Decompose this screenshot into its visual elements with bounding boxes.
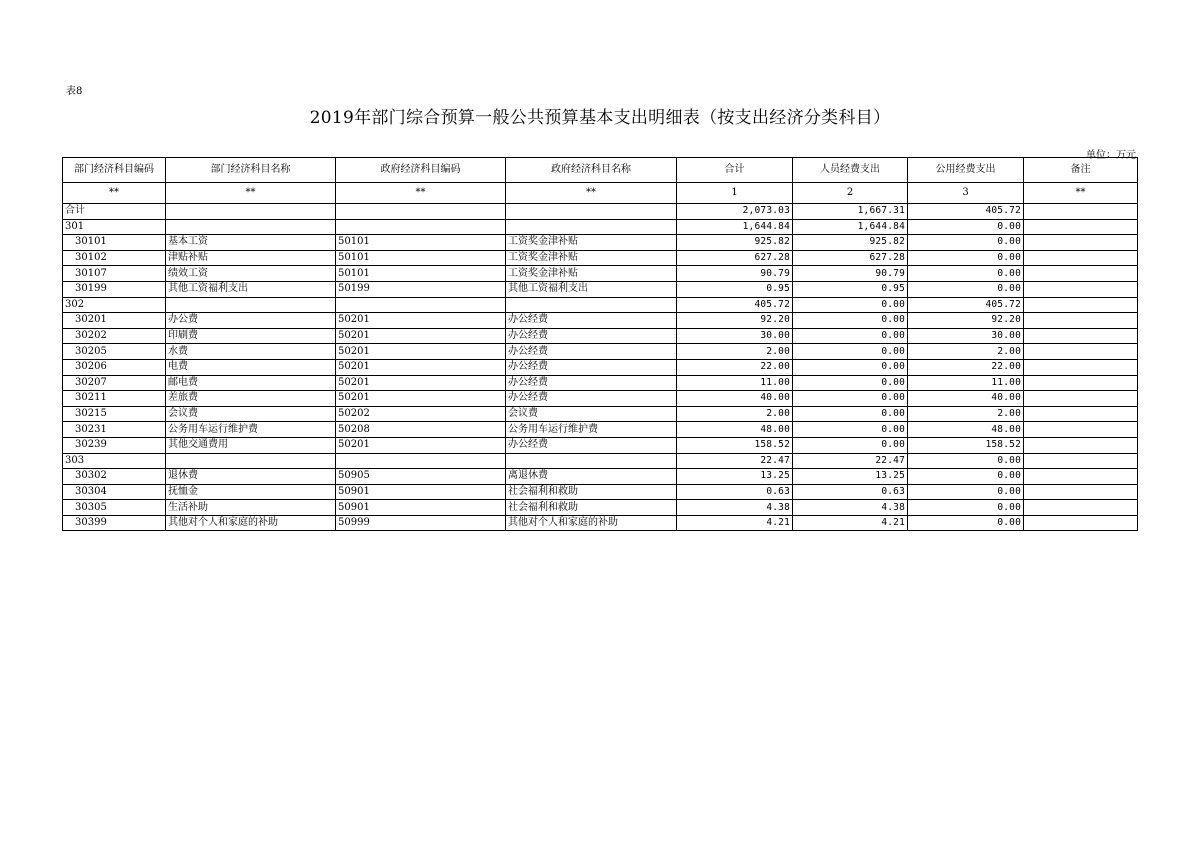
note-cell bbox=[1024, 235, 1138, 251]
gov-name-cell: 办公经费 bbox=[506, 375, 677, 391]
personnel-cell: 0.00 bbox=[793, 422, 908, 438]
note-cell bbox=[1024, 469, 1138, 485]
total-cell: 925.82 bbox=[677, 235, 793, 251]
dept-name-cell bbox=[166, 453, 336, 469]
marker-cell: ** bbox=[63, 183, 166, 204]
header-public: 公用经费支出 bbox=[908, 158, 1024, 183]
public-cell: 405.72 bbox=[908, 204, 1024, 220]
total-cell: 627.28 bbox=[677, 250, 793, 266]
note-cell bbox=[1024, 250, 1138, 266]
dept-name-cell: 生活补助 bbox=[166, 500, 336, 516]
personnel-cell: 0.95 bbox=[793, 281, 908, 297]
personnel-cell: 4.38 bbox=[793, 500, 908, 516]
dept-code-cell: 30207 bbox=[63, 375, 166, 391]
dept-code-cell: 30302 bbox=[63, 469, 166, 485]
table-row bbox=[63, 515, 1138, 531]
marker-row bbox=[63, 183, 1138, 204]
total-cell: 4.21 bbox=[677, 515, 793, 531]
total-cell: 90.79 bbox=[677, 266, 793, 282]
gov-code-cell bbox=[336, 204, 506, 220]
table-row bbox=[63, 235, 1138, 251]
gov-code-cell: 50999 bbox=[336, 515, 506, 531]
dept-name-cell: 差旅费 bbox=[166, 391, 336, 407]
personnel-cell: 22.47 bbox=[793, 453, 908, 469]
header-gov-name: 政府经济科目名称 bbox=[506, 158, 677, 183]
public-cell: 2.00 bbox=[908, 406, 1024, 422]
gov-name-cell: 社会福利和救助 bbox=[506, 484, 677, 500]
table-row bbox=[63, 281, 1138, 297]
total-cell: 13.25 bbox=[677, 469, 793, 485]
gov-name-cell: 工资奖金津补贴 bbox=[506, 266, 677, 282]
gov-code-cell: 50101 bbox=[336, 250, 506, 266]
note-cell bbox=[1024, 437, 1138, 453]
note-cell bbox=[1024, 219, 1138, 235]
personnel-cell: 627.28 bbox=[793, 250, 908, 266]
gov-code-cell: 50201 bbox=[336, 359, 506, 375]
public-cell: 0.00 bbox=[908, 500, 1024, 516]
page-title: 2019年部门综合预算一般公共预算基本支出明细表（按支出经济分类科目） bbox=[309, 108, 891, 128]
total-cell: 40.00 bbox=[677, 391, 793, 407]
gov-code-cell: 50901 bbox=[336, 484, 506, 500]
gov-name-cell: 办公经费 bbox=[506, 313, 677, 329]
dept-name-cell: 其他工资福利支出 bbox=[166, 281, 336, 297]
header-note: 备注 bbox=[1024, 158, 1138, 183]
table-row bbox=[63, 484, 1138, 500]
dept-name-cell: 基本工资 bbox=[166, 235, 336, 251]
total-cell: 2.00 bbox=[677, 344, 793, 360]
gov-name-cell: 办公经费 bbox=[506, 344, 677, 360]
table-row bbox=[63, 391, 1138, 407]
marker-cell: ** bbox=[506, 183, 677, 204]
public-cell: 2.00 bbox=[908, 344, 1024, 360]
gov-code-cell: 50101 bbox=[336, 266, 506, 282]
personnel-cell: 4.21 bbox=[793, 515, 908, 531]
note-cell bbox=[1024, 328, 1138, 344]
personnel-cell: 0.00 bbox=[793, 375, 908, 391]
personnel-cell: 0.00 bbox=[793, 437, 908, 453]
table-row bbox=[63, 437, 1138, 453]
note-cell bbox=[1024, 391, 1138, 407]
table-row bbox=[63, 266, 1138, 282]
public-cell: 0.00 bbox=[908, 235, 1024, 251]
gov-code-cell: 50199 bbox=[336, 281, 506, 297]
dept-code-cell: 30102 bbox=[63, 250, 166, 266]
marker-cell: 2 bbox=[793, 183, 908, 204]
gov-name-cell: 办公经费 bbox=[506, 437, 677, 453]
total-cell: 92.20 bbox=[677, 313, 793, 329]
personnel-cell: 13.25 bbox=[793, 469, 908, 485]
personnel-cell: 1,644.84 bbox=[793, 219, 908, 235]
personnel-cell: 0.63 bbox=[793, 484, 908, 500]
gov-code-cell: 50202 bbox=[336, 406, 506, 422]
gov-code-cell: 50201 bbox=[336, 328, 506, 344]
total-cell: 0.95 bbox=[677, 281, 793, 297]
header-gov-code: 政府经济科目编码 bbox=[336, 158, 506, 183]
gov-name-cell: 公务用车运行维护费 bbox=[506, 422, 677, 438]
public-cell: 40.00 bbox=[908, 391, 1024, 407]
personnel-cell: 925.82 bbox=[793, 235, 908, 251]
marker-cell: ** bbox=[336, 183, 506, 204]
personnel-cell: 90.79 bbox=[793, 266, 908, 282]
total-cell: 11.00 bbox=[677, 375, 793, 391]
dept-name-cell bbox=[166, 219, 336, 235]
public-cell: 22.00 bbox=[908, 359, 1024, 375]
dept-code-cell: 30305 bbox=[63, 500, 166, 516]
dept-name-cell bbox=[166, 204, 336, 220]
gov-name-cell: 办公经费 bbox=[506, 391, 677, 407]
marker-cell: ** bbox=[1024, 183, 1138, 204]
dept-name-cell: 水费 bbox=[166, 344, 336, 360]
table-row bbox=[63, 500, 1138, 516]
dept-name-cell: 津贴补贴 bbox=[166, 250, 336, 266]
marker-cell: 3 bbox=[908, 183, 1024, 204]
note-cell bbox=[1024, 359, 1138, 375]
dept-code-cell: 30211 bbox=[63, 391, 166, 407]
total-cell: 1,644.84 bbox=[677, 219, 793, 235]
table-row bbox=[63, 422, 1138, 438]
dept-code-cell: 30201 bbox=[63, 313, 166, 329]
total-cell: 405.72 bbox=[677, 297, 793, 313]
total-cell: 48.00 bbox=[677, 422, 793, 438]
dept-code-cell: 301 bbox=[63, 219, 166, 235]
table-row bbox=[63, 375, 1138, 391]
gov-code-cell: 50201 bbox=[336, 437, 506, 453]
table-row bbox=[63, 219, 1138, 235]
dept-code-cell: 30202 bbox=[63, 328, 166, 344]
note-cell bbox=[1024, 406, 1138, 422]
dept-name-cell: 办公费 bbox=[166, 313, 336, 329]
table-row bbox=[63, 453, 1138, 469]
dept-code-cell: 30215 bbox=[63, 406, 166, 422]
header-row bbox=[63, 158, 1138, 183]
gov-name-cell: 其他对个人和家庭的补助 bbox=[506, 515, 677, 531]
gov-name-cell: 会议费 bbox=[506, 406, 677, 422]
total-cell: 4.38 bbox=[677, 500, 793, 516]
dept-code-cell: 30199 bbox=[63, 281, 166, 297]
personnel-cell: 0.00 bbox=[793, 328, 908, 344]
dept-name-cell: 公务用车运行维护费 bbox=[166, 422, 336, 438]
header-total: 合计 bbox=[677, 158, 793, 183]
gov-code-cell: 50201 bbox=[336, 391, 506, 407]
gov-name-cell bbox=[506, 204, 677, 220]
public-cell: 48.00 bbox=[908, 422, 1024, 438]
dept-name-cell: 印刷费 bbox=[166, 328, 336, 344]
table-row bbox=[63, 328, 1138, 344]
note-cell bbox=[1024, 281, 1138, 297]
total-cell: 2,073.03 bbox=[677, 204, 793, 220]
public-cell: 11.00 bbox=[908, 375, 1024, 391]
note-cell bbox=[1024, 515, 1138, 531]
dept-code-cell: 30206 bbox=[63, 359, 166, 375]
gov-code-cell: 50101 bbox=[336, 235, 506, 251]
public-cell: 0.00 bbox=[908, 250, 1024, 266]
dept-name-cell: 退休费 bbox=[166, 469, 336, 485]
total-cell: 158.52 bbox=[677, 437, 793, 453]
dept-code-cell: 302 bbox=[63, 297, 166, 313]
gov-code-cell: 50208 bbox=[336, 422, 506, 438]
gov-code-cell: 50905 bbox=[336, 469, 506, 485]
gov-name-cell: 工资奖金津补贴 bbox=[506, 250, 677, 266]
note-cell bbox=[1024, 313, 1138, 329]
table-row bbox=[63, 250, 1138, 266]
note-cell bbox=[1024, 453, 1138, 469]
note-cell bbox=[1024, 344, 1138, 360]
gov-code-cell: 50201 bbox=[336, 313, 506, 329]
note-cell bbox=[1024, 297, 1138, 313]
personnel-cell: 0.00 bbox=[793, 297, 908, 313]
dept-code-cell: 30239 bbox=[63, 437, 166, 453]
gov-name-cell: 工资奖金津补贴 bbox=[506, 235, 677, 251]
note-cell bbox=[1024, 375, 1138, 391]
gov-name-cell: 办公经费 bbox=[506, 328, 677, 344]
gov-code-cell bbox=[336, 297, 506, 313]
total-cell: 2.00 bbox=[677, 406, 793, 422]
personnel-cell: 0.00 bbox=[793, 313, 908, 329]
marker-cell: ** bbox=[166, 183, 336, 204]
unit-label: 单位：万元 bbox=[1086, 150, 1136, 161]
table-row bbox=[63, 359, 1138, 375]
total-cell: 22.00 bbox=[677, 359, 793, 375]
gov-code-cell: 50201 bbox=[336, 375, 506, 391]
dept-code-cell: 30101 bbox=[63, 235, 166, 251]
dept-code-cell: 30304 bbox=[63, 484, 166, 500]
total-cell: 0.63 bbox=[677, 484, 793, 500]
table-row bbox=[63, 204, 1138, 220]
dept-code-cell: 30107 bbox=[63, 266, 166, 282]
dept-name-cell: 其他对个人和家庭的补助 bbox=[166, 515, 336, 531]
public-cell: 405.72 bbox=[908, 297, 1024, 313]
public-cell: 0.00 bbox=[908, 281, 1024, 297]
gov-code-cell bbox=[336, 453, 506, 469]
gov-name-cell: 其他工资福利支出 bbox=[506, 281, 677, 297]
personnel-cell: 0.00 bbox=[793, 344, 908, 360]
public-cell: 0.00 bbox=[908, 484, 1024, 500]
public-cell: 0.00 bbox=[908, 219, 1024, 235]
gov-code-cell bbox=[336, 219, 506, 235]
dept-name-cell: 会议费 bbox=[166, 406, 336, 422]
dept-name-cell: 抚恤金 bbox=[166, 484, 336, 500]
header-dept-name: 部门经济科目名称 bbox=[166, 158, 336, 183]
public-cell: 0.00 bbox=[908, 266, 1024, 282]
note-cell bbox=[1024, 484, 1138, 500]
table-number: 表8 bbox=[66, 86, 83, 97]
table-row bbox=[63, 469, 1138, 485]
note-cell bbox=[1024, 500, 1138, 516]
dept-code-cell: 合计 bbox=[63, 204, 166, 220]
note-cell bbox=[1024, 266, 1138, 282]
note-cell bbox=[1024, 422, 1138, 438]
gov-name-cell: 办公经费 bbox=[506, 359, 677, 375]
public-cell: 30.00 bbox=[908, 328, 1024, 344]
table-row bbox=[63, 406, 1138, 422]
table-row bbox=[63, 344, 1138, 360]
table-row bbox=[63, 297, 1138, 313]
gov-name-cell bbox=[506, 453, 677, 469]
note-cell bbox=[1024, 204, 1138, 220]
dept-name-cell bbox=[166, 297, 336, 313]
total-cell: 30.00 bbox=[677, 328, 793, 344]
dept-name-cell: 电费 bbox=[166, 359, 336, 375]
dept-code-cell: 30231 bbox=[63, 422, 166, 438]
expenditure-detail-table bbox=[62, 157, 1138, 531]
personnel-cell: 0.00 bbox=[793, 359, 908, 375]
marker-cell: 1 bbox=[677, 183, 793, 204]
gov-name-cell: 社会福利和救助 bbox=[506, 500, 677, 516]
dept-code-cell: 30399 bbox=[63, 515, 166, 531]
header-personnel: 人员经费支出 bbox=[793, 158, 908, 183]
gov-code-cell: 50201 bbox=[336, 344, 506, 360]
dept-name-cell: 邮电费 bbox=[166, 375, 336, 391]
gov-code-cell: 50901 bbox=[336, 500, 506, 516]
dept-name-cell: 绩效工资 bbox=[166, 266, 336, 282]
public-cell: 158.52 bbox=[908, 437, 1024, 453]
public-cell: 0.00 bbox=[908, 453, 1024, 469]
personnel-cell: 0.00 bbox=[793, 406, 908, 422]
personnel-cell: 1,667.31 bbox=[793, 204, 908, 220]
table-row bbox=[63, 313, 1138, 329]
public-cell: 0.00 bbox=[908, 469, 1024, 485]
dept-code-cell: 30205 bbox=[63, 344, 166, 360]
personnel-cell: 0.00 bbox=[793, 391, 908, 407]
public-cell: 0.00 bbox=[908, 515, 1024, 531]
gov-name-cell bbox=[506, 219, 677, 235]
public-cell: 92.20 bbox=[908, 313, 1024, 329]
header-dept-code: 部门经济科目编码 bbox=[63, 158, 166, 183]
gov-name-cell: 离退休费 bbox=[506, 469, 677, 485]
gov-name-cell bbox=[506, 297, 677, 313]
dept-code-cell: 303 bbox=[63, 453, 166, 469]
total-cell: 22.47 bbox=[677, 453, 793, 469]
dept-name-cell: 其他交通费用 bbox=[166, 437, 336, 453]
